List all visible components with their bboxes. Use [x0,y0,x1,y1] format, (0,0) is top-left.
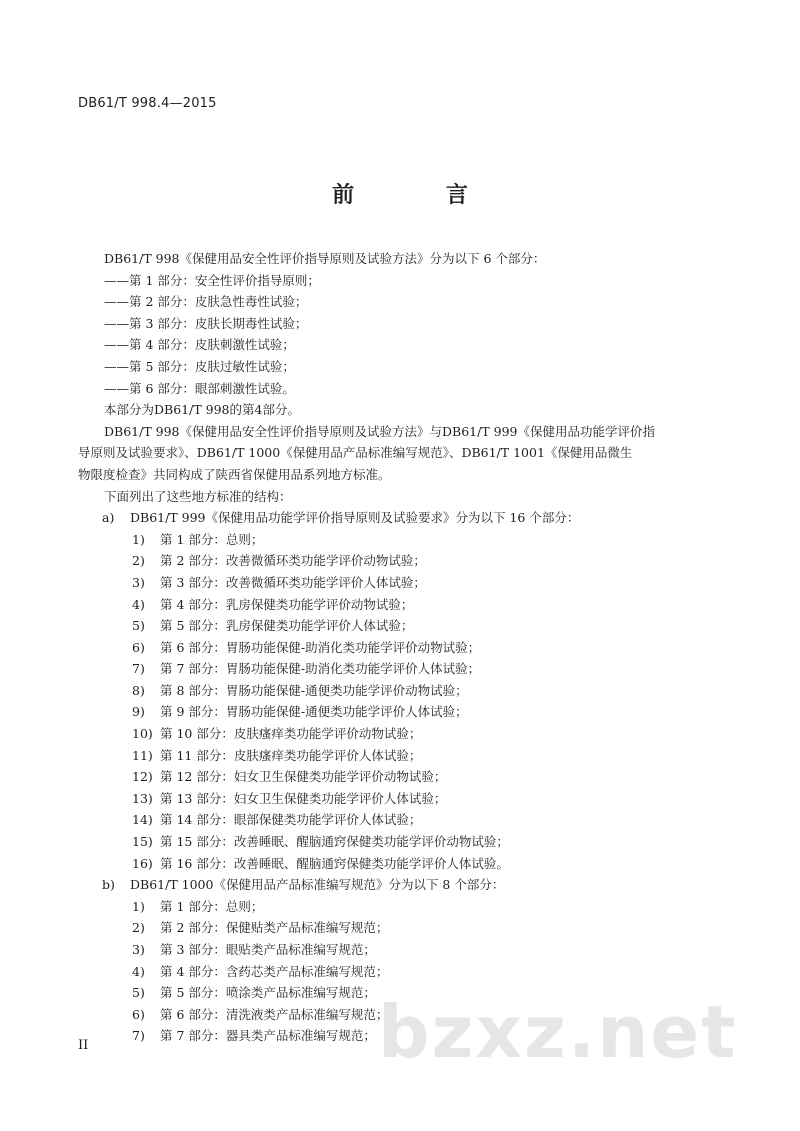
part-list-item: ——第 4 部分：皮肤刺激性试验； [104,337,295,353]
list-item-number: 8) [132,682,145,698]
list-item [78,766,718,788]
part-list-item: ——第 1 部分：安全性评价指导原则； [104,272,320,288]
part-list-item: ——第 6 部分：眼部刺激性试验。 [104,380,295,396]
list-b-heading [78,874,718,896]
this-part-statement: 本部分为DB61/T 998的第4部分。 [104,402,300,418]
part-list-item: ——第 5 部分：皮肤过敏性试验； [104,358,295,374]
list-item-number: 6) [132,1006,145,1022]
list-item [78,1025,718,1047]
list-item-text: 第 6 部分：清洗液类产品标准编写规范； [160,1006,389,1022]
list-item-number: 12) [132,769,153,785]
list-item-number: 7) [132,661,145,677]
list-item [78,680,718,702]
list-item [78,745,718,767]
list-item-text: 第 8 部分：胃肠功能保健-通便类功能学评价动物试验； [160,682,468,698]
list-item-text: 第 6 部分：胃肠功能保健-助消化类功能学评价动物试验； [160,639,481,655]
relation-paragraph-line: 物限度检查》共同构成了陕西省保健用品系列地方标准。 [78,466,391,482]
watermark: bzxz.net [378,990,738,1074]
list-item-text: 第 5 部分：喷涂类产品标准编写规范； [160,985,376,1001]
page-title: 前 言 [332,183,510,208]
list-item [78,637,718,659]
list-item [78,658,718,680]
list-marker: b) [102,877,115,893]
document-code-header: DB61/T 998.4—2015 [78,96,217,111]
list-item-text: 第 2 部分：改善微循环类功能学评价动物试验； [160,553,426,569]
list-item-number: 3) [132,942,145,957]
list-item-text: 第 7 部分：器具类产品标准编写规范； [160,1028,376,1044]
list-item-number: 15) [132,834,153,850]
list-item-text: 第 13 部分：妇女卫生保健类功能学评价人体试验； [160,790,447,806]
list-item-number: 7) [132,1028,145,1044]
part-list-item: ——第 3 部分：皮肤长期毒性试验； [104,315,308,331]
list-marker: a) [102,510,115,526]
list-a-heading [78,507,718,529]
list-item-text: 第 4 部分：含药芯类产品标准编写规范； [160,963,389,979]
list-item-number: 11) [132,747,153,763]
list-item-number: 2) [132,553,145,569]
list-item [78,572,718,594]
page-number: II [78,1038,89,1053]
list-item [78,529,718,551]
list-item-text: 第 2 部分：保健贴类产品标准编写规范； [160,920,389,936]
list-item-text: 第 9 部分：胃肠功能保健-通便类功能学评价人体试验； [160,704,468,720]
list-item-text: 第 7 部分：胃肠功能保健-助消化类功能学评价人体试验； [160,661,481,677]
list-item-text: 第 3 部分：眼贴类产品标准编写规范； [160,942,376,957]
list-item [78,982,718,1004]
list-item-number: 9) [132,704,145,720]
list-item-text: 第 12 部分：妇女卫生保健类功能学评价动物试验； [160,769,447,785]
list-item-text: 第 1 部分：总则； [160,531,264,547]
relation-paragraph-line: DB61/T 998《保健用品安全性评价指导原则及试验方法》与DB61/T 999《保健用品功能学评价指 [104,423,655,439]
part-list-item: ——第 2 部分：皮肤急性毒性试验； [104,294,308,310]
list-item-text: 第 10 部分：皮肤瘙痒类功能学评价动物试验； [160,726,422,742]
intro-paragraph: DB61/T 998《保健用品安全性评价指导原则及试验方法》分为以下 6 个部分： [104,251,546,266]
list-item [78,550,718,572]
list-item-number: 10) [132,726,153,742]
list-item-text: 第 16 部分：改善睡眠、醒脑通窍保健类功能学评价人体试验。 [160,855,509,871]
list-item [78,961,718,983]
list-item-number: 3) [132,574,145,590]
list-item [78,723,718,745]
list-item [78,896,718,918]
list-item [78,809,718,831]
list-item [78,788,718,810]
list-item [78,615,718,637]
list-item-number: 4) [132,596,145,612]
list-item-number: 6) [132,639,145,655]
list-item-number: 16) [132,855,153,871]
document-body [78,248,718,1047]
list-item-number: 2) [132,920,145,936]
list-item-number: 5) [132,985,145,1001]
list-item-number: 4) [132,963,145,979]
list-heading-text: DB61/T 1000《保健用品产品标准编写规范》分为以下 8 个部分： [130,877,505,893]
list-item-text: 第 4 部分：乳房保健类功能学评价动物试验； [160,596,414,612]
list-item-text: 第 14 部分：眼部保健类功能学评价人体试验； [160,812,422,828]
list-item [78,1004,718,1026]
list-item-text: 第 11 部分：皮肤瘙痒类功能学评价人体试验； [160,747,422,763]
list-item-text: 第 15 部分：改善睡眠、醒脑通窍保健类功能学评价动物试验； [160,834,509,850]
list-item [78,594,718,616]
list-item-number: 13) [132,790,153,806]
list-item [78,831,718,853]
list-item-text: 第 1 部分：总则； [160,898,264,914]
list-item-number: 14) [132,812,153,828]
list-item-number: 1) [132,898,145,914]
list-item-text: 第 5 部分：乳房保健类功能学评价人体试验； [160,618,414,634]
list-heading-text: DB61/T 999《保健用品功能学评价指导原则及试验要求》分为以下 16 个部分： [130,510,580,526]
list-item [78,853,718,875]
structure-intro: 下面列出了这些地方标准的结构： [104,488,292,504]
list-item-text: 第 3 部分：改善微循环类功能学评价人体试验； [160,574,426,590]
list-item [78,939,718,961]
list-item-number: 5) [132,618,145,634]
list-item-number: 1) [132,531,145,547]
list-item [78,701,718,723]
list-item [78,917,718,939]
relation-paragraph-line: 导原则及试验要求》、DB61/T 1000《保健用品产品标准编写规范》、DB61/T 1001《保健用品微生 [78,445,633,461]
